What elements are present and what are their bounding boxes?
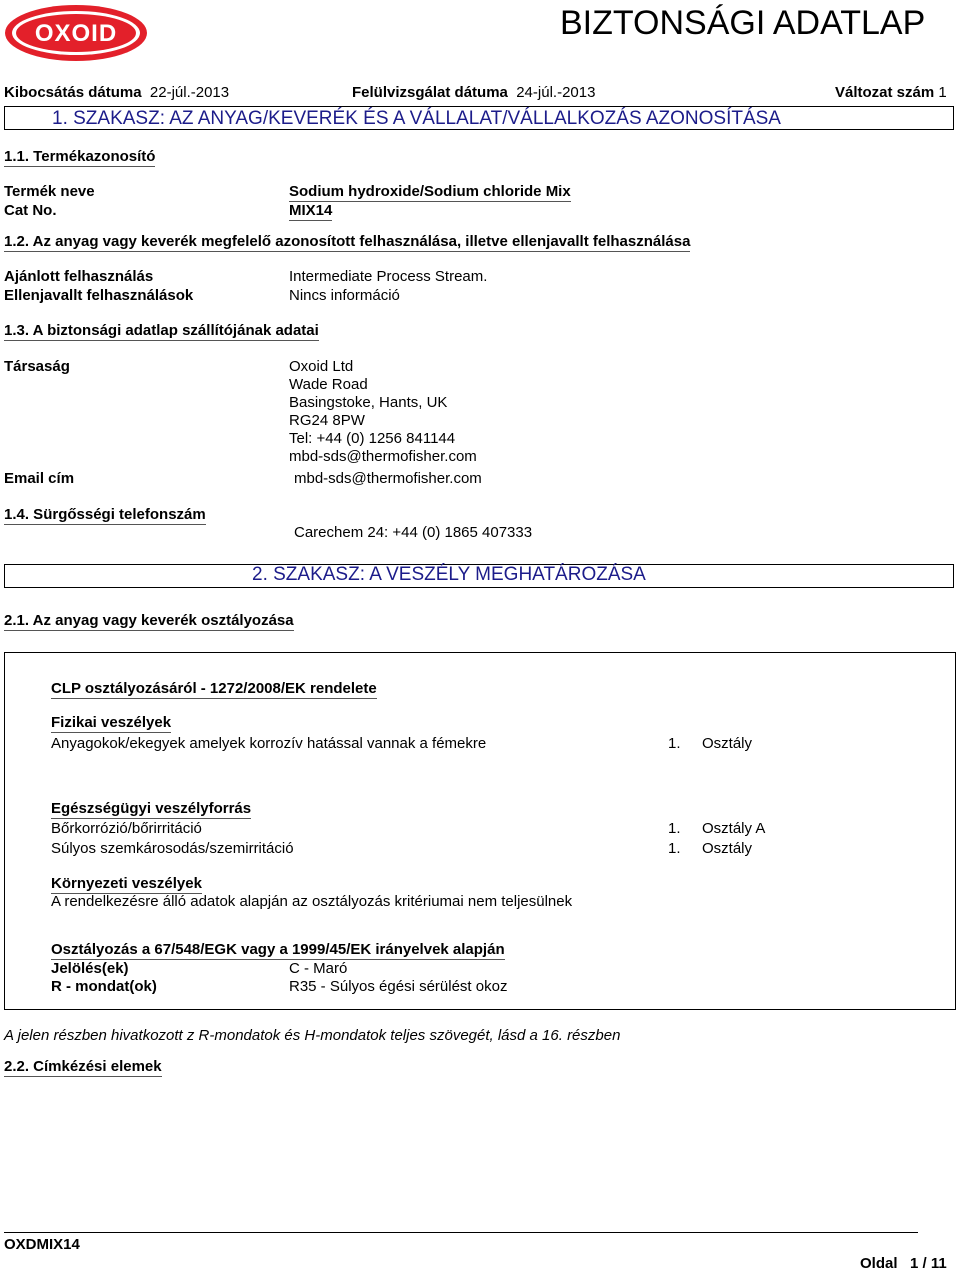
- environmental-hazards-title: Környezeti veszélyek: [51, 875, 202, 892]
- hazard-name: Súlyos szemkárosodás/szemirritáció: [51, 840, 294, 857]
- version-row: [835, 84, 947, 101]
- hazard-category: 1.: [668, 840, 681, 857]
- revision-date-label: Felülvizsgálat dátuma: [352, 84, 508, 101]
- section1-title: 1. SZAKASZ: AZ ANYAG/KEVERÉK ÉS A VÁLLALAT/VÁLLALKOZÁS AZONOSÍTÁSA: [52, 108, 781, 129]
- company-line: Tel: +44 (0) 1256 841144: [289, 430, 456, 447]
- hazard-class: Osztály A: [702, 820, 766, 837]
- company-address: [289, 358, 477, 466]
- version-number: 1: [938, 84, 947, 101]
- subsection-1-4: 1.4. Sürgősségi telefonszám: [4, 506, 206, 523]
- page-label: Oldal: [860, 1255, 898, 1272]
- subsection-1-1: 1.1. Termékazonosító: [4, 148, 156, 165]
- health-hazards-title: Egészségügyi veszélyforrás: [51, 800, 252, 817]
- footer-divider: [4, 1232, 918, 1233]
- emergency-phone: Carechem 24: +44 (0) 1865 407333: [294, 524, 533, 541]
- r-phrases-value: R35 - Súlyos égési sérülést okoz: [289, 978, 508, 995]
- physical-hazards-title: Fizikai veszélyek: [51, 714, 172, 731]
- cat-no-label: Cat No.: [4, 202, 57, 219]
- r-phrases-label: R - mondat(ok): [51, 978, 157, 995]
- symbol-label: Jelölés(ek): [51, 960, 129, 977]
- revision-date: 24-júl.-2013: [516, 84, 596, 101]
- product-name: Sodium hydroxide/Sodium chloride Mix: [289, 183, 571, 200]
- cat-no: MIX14: [289, 202, 333, 219]
- issue-date-row: [4, 84, 229, 101]
- hazard-class: Osztály: [702, 840, 753, 857]
- logo-text: OXOID: [34, 20, 118, 47]
- company-label: Társaság: [4, 358, 70, 375]
- contraindicated-use: Nincs információ: [289, 287, 400, 304]
- version-label: Változat szám: [835, 84, 935, 101]
- page-indicator: [860, 1255, 947, 1272]
- symbol-value: C - Maró: [289, 960, 348, 977]
- oxoid-logo: [4, 4, 148, 62]
- hazard-category: 1.: [668, 735, 681, 752]
- hazard-class: Osztály: [702, 735, 753, 752]
- recommended-use: Intermediate Process Stream.: [289, 268, 488, 285]
- environmental-hazards-text: A rendelkezésre álló adatok alapján az osztályozás kritériumai nem teljesülnek: [51, 893, 573, 910]
- company-line: Oxoid Ltd: [289, 358, 354, 375]
- subsection-2-1: 2.1. Az anyag vagy keverék osztályozása: [4, 612, 294, 629]
- company-line: Wade Road: [289, 376, 368, 393]
- company-line: RG24 8PW: [289, 412, 365, 429]
- email-label: Email cím: [4, 470, 75, 487]
- revision-date-row: [352, 84, 595, 101]
- contraindicated-use-label: Ellenjavallt felhasználások: [4, 287, 194, 304]
- subsection-2-2: 2.2. Címkézési elemek: [4, 1058, 162, 1075]
- directive-title: Osztályozás a 67/548/EGK vagy a 1999/45/EK irányelvek alapján: [51, 941, 505, 958]
- company-line: Basingstoke, Hants, UK: [289, 394, 448, 411]
- section2-title: 2. SZAKASZ: A VESZÉLY MEGHATÁROZÁSA: [252, 564, 646, 585]
- footer-code: OXDMIX14: [4, 1236, 80, 1253]
- product-name-label: Termék neve: [4, 183, 95, 200]
- hazard-category: 1.: [668, 820, 681, 837]
- full-text-note: A jelen részben hivatkozott z R-mondatok és H-mondatok teljes szövegét, lásd a 16. részben: [4, 1027, 621, 1044]
- recommended-use-label: Ajánlott felhasználás: [4, 268, 154, 285]
- document-title: BIZTONSÁGI ADATLAP: [560, 4, 926, 42]
- clp-title: CLP osztályozásáról - 1272/2008/EK rendelete: [51, 680, 377, 697]
- subsection-1-2: 1.2. Az anyag vagy keverék megfelelő azonosított felhasználása, illetve ellenjavallt felhasználása: [4, 233, 691, 250]
- page-value: 1 / 11: [910, 1255, 947, 1272]
- subsection-1-3: 1.3. A biztonsági adatlap szállítójának adatai: [4, 322, 319, 339]
- issue-date: 22-júl.-2013: [149, 84, 230, 101]
- hazard-name: Bőrkorrózió/bőrirritáció: [51, 820, 202, 837]
- issue-date-label: Kibocsátás dátuma: [4, 84, 142, 101]
- email-value: mbd-sds@thermofisher.com: [294, 470, 482, 487]
- hazard-name: Anyagokok/ekegyek amelyek korrozív hatással vannak a fémekre: [51, 735, 487, 752]
- company-line: mbd-sds@thermofisher.com: [289, 448, 477, 465]
